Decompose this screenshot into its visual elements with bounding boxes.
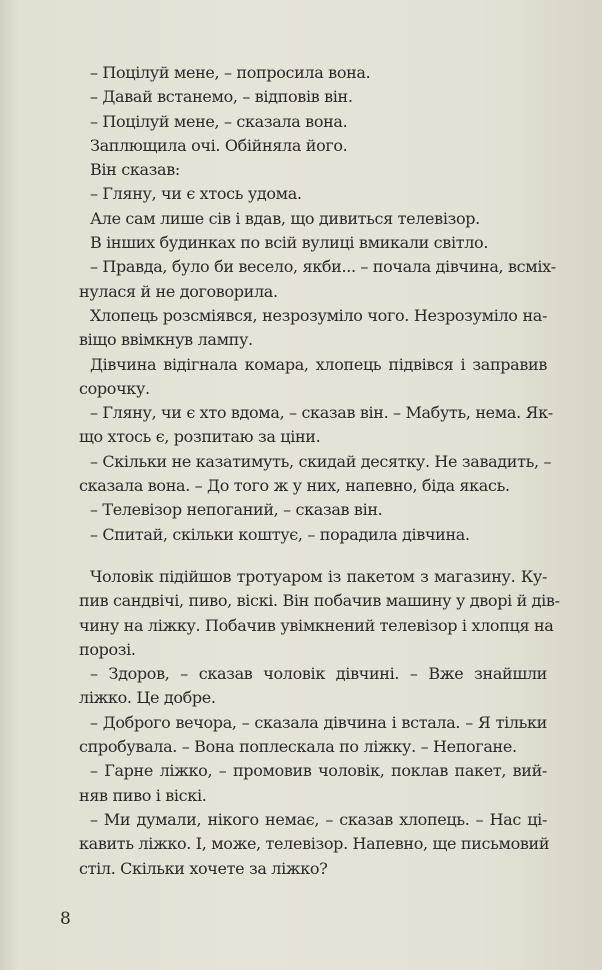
text-line: – Правда, було би весело, якби... – почала дівчина, всміх- [90,257,556,277]
text-line: В інших будинках по всій вулиці вмикали світло. [90,233,489,253]
text-line: чину на ліжку. Побачив увімкнений телевізор і хлопця на [79,615,554,635]
text-line: няв пиво і віскі. [79,785,207,805]
text-line: – Телевізор непоганий, – сказав він. [90,500,383,520]
text-line: – Поцілуй мене, – попросила вона. [90,63,371,82]
text-line: що хтось є, розпитаю за ціни. [79,427,321,447]
text-line: – Спитай, скільки коштує, – порадила дівчина. [90,524,470,544]
page-number: 8 [60,909,71,929]
text-line: віщо ввімкнув лампу. [79,330,253,350]
text-line: ліжко. Це добре. [79,688,216,708]
text-line: кавить ліжко. І, може, телевізор. Напевно, ще письмовий [79,834,550,854]
text-line: Чоловік підійшов тротуаром із пакетом з магазину. Ку- [90,567,547,586]
text-line: Дівчина відігнала комара, хлопець підвівся і заправив [90,354,547,374]
text-line: сорочку. [79,378,150,398]
text-line: – Здоров, – сказав чоловік дівчині. – Вже знайшли [90,664,547,684]
text-line: – Гляну, чи є хто вдома, – сказав він. – Мабуть, нема. Як- [90,403,553,423]
text-block-bottom [79,565,560,881]
text-line: Заплющила очі. Обійняла його. [90,135,348,155]
text-line: порозі. [79,639,136,659]
text-line: – Доброго вечора, – сказала дівчина і встала. – Я тільки [90,712,547,732]
text-line: пив сандвічі, пиво, віскі. Він побачив машину у дворі й дів- [79,591,560,611]
text-line: – Ми думали, нікого немає, – сказав хлопець. – Нас ці- [90,809,547,829]
text-line: – Гляну, чи є хтось удома. [90,184,302,204]
text-block-top [79,61,556,547]
text-line: – Скільки не казатимуть, скидай десятку. Не завадить, – [90,451,552,471]
text-line: Але сам лише сів і вдав, що дивиться телевізор. [90,208,480,228]
text-line: – Поцілуй мене, – сказала вона. [90,111,348,131]
text-line: сказала вона. – До того ж у них, напевно, біда якась. [79,476,510,496]
text-line: нулася й не договорила. [79,281,278,301]
text-line: – Гарне ліжко, – промовив чоловік, поклав пакет, вий- [90,761,547,781]
text-line: Хлопець розсміявся, незрозуміло чого. Незрозуміло на- [90,305,547,325]
text-line: Він сказав: [90,160,180,180]
text-line: стіл. Скільки хочете за ліжко? [79,858,328,878]
text-line: спробувала. – Вона поплескала по ліжку. – Непогане. [79,737,517,757]
text-line: – Давай встанемо, – відповів він. [90,87,353,107]
